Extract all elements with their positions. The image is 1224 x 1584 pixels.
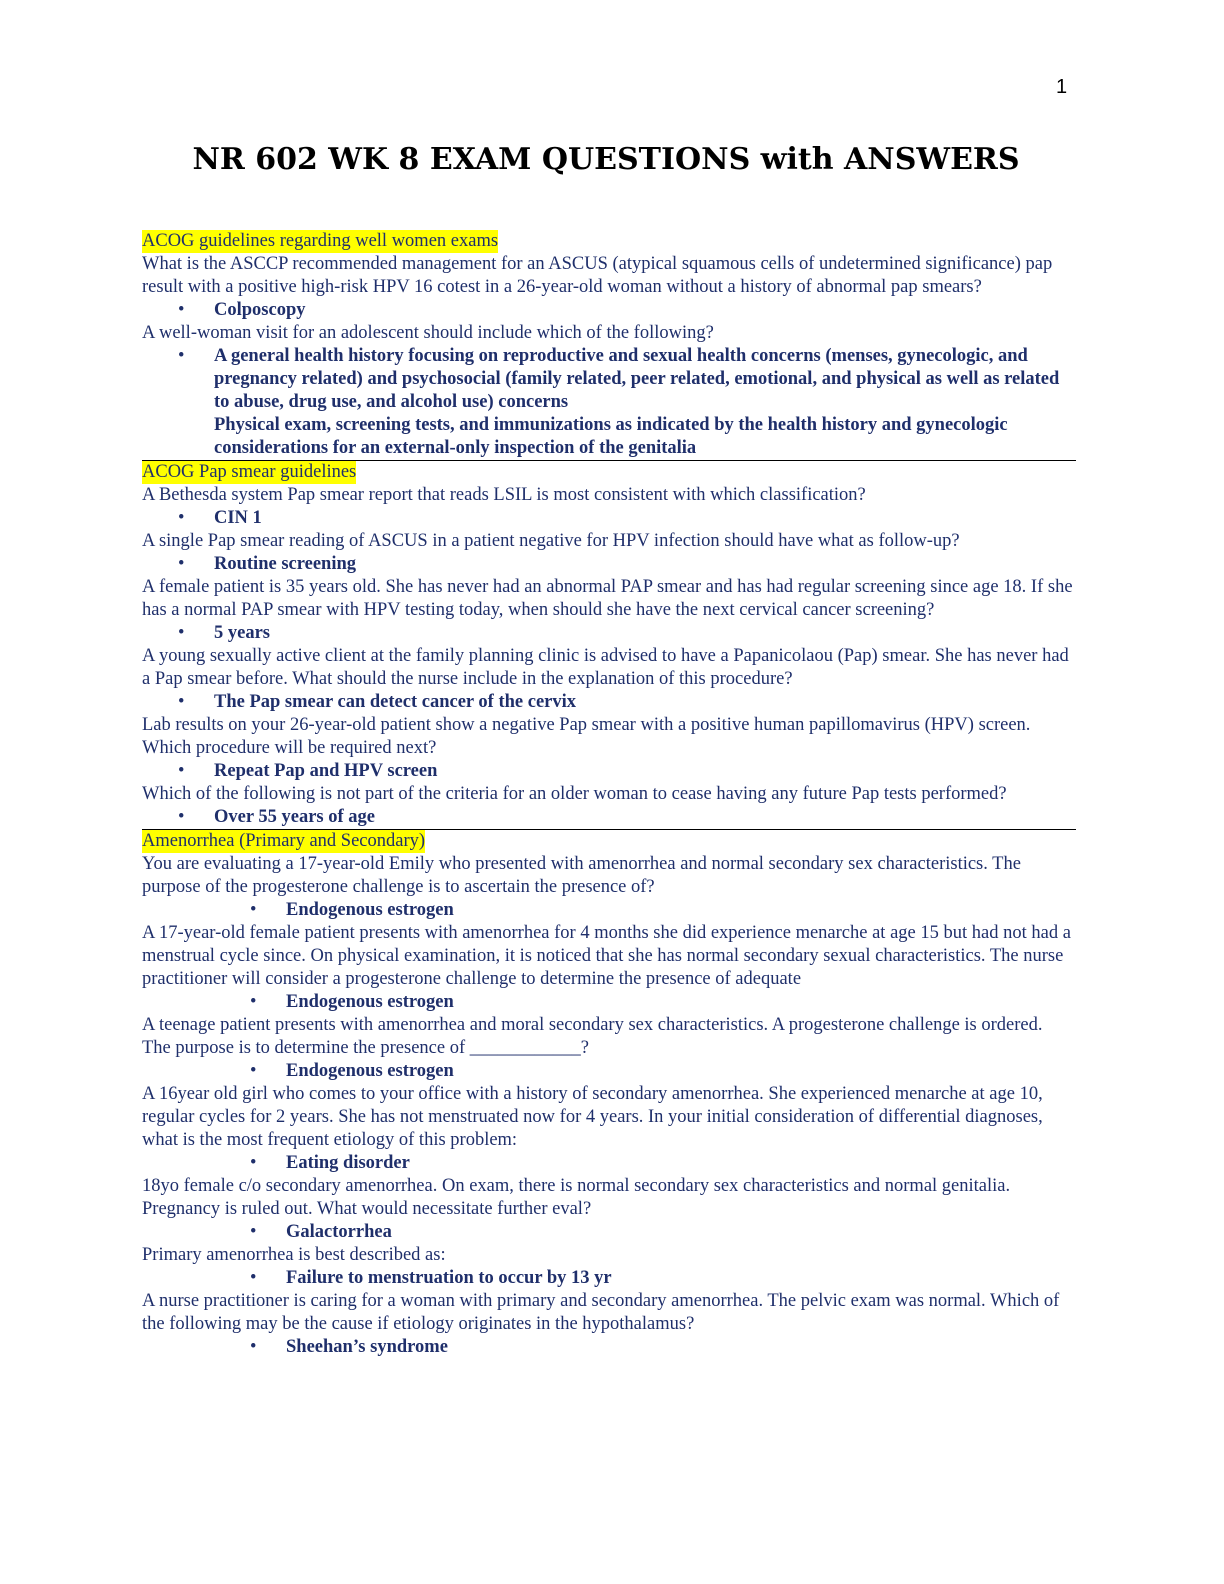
answer: • Over 55 years of age	[178, 807, 375, 827]
answer: • Routine screening	[178, 554, 357, 574]
question: A Bethesda system Pap smear report that reads LSIL is most consistent with which classification?	[142, 485, 866, 505]
answer: • Endogenous estrogen	[250, 900, 454, 920]
answer: • A general health history focusing on reproductive and sexual health concerns (menses, gynecologic, and pregnancy related) and psychosocial (family related, peer related, emotional, and physical as well as related to abuse, drug use, and alcohol use) concerns Physical exam, screening tests, and immunizations as indicated by the health history and gynecologic considerations for an external-only inspection of the genitalia	[142, 345, 1076, 460]
question: You are evaluating a 17-year-old Emily who presented with amenorrhea and normal secondary sex characteristics. The purpose of the progesterone challenge is to ascertain the presence of?	[142, 854, 1021, 897]
answer: • 5 years	[178, 623, 270, 643]
answer: • Repeat Pap and HPV screen	[178, 761, 438, 781]
bullet-icon: •	[250, 1268, 257, 1288]
bullet-icon: •	[250, 1337, 257, 1357]
answer-list	[142, 1152, 1074, 1175]
question: Which of the following is not part of the criteria for an older woman to cease having any future Pap tests performed?	[142, 784, 1007, 804]
answer-list	[142, 691, 1076, 714]
question: Lab results on your 26-year-old patient show a negative Pap smear with a positive human papillomavirus (HPV) screen. Which procedure will be required next?	[142, 715, 1031, 758]
bullet-icon: •	[250, 900, 257, 920]
question: Primary amenorrhea is best described as:	[142, 1245, 446, 1265]
bullet-icon: •	[178, 761, 185, 781]
question: A 17-year-old female patient presents with amenorrhea for 4 months she did experience menarche at age 15 but had not had a menstrual cycle since. On physical examination, it is noticed that she has normal secondary sexual characteristics. The nurse practitioner will consider a progesterone challenge to determine the presence of adequate	[142, 923, 1071, 989]
answer: • Eating disorder	[250, 1153, 410, 1173]
question: 18yo female c/o secondary amenorrhea. On exam, there is normal secondary sex characteristics and normal genitalia. Pregnancy is ruled out. What would necessitate further eval?	[142, 1176, 1011, 1219]
answer-list	[142, 1221, 1074, 1244]
answer-list	[142, 622, 1076, 645]
answer-list	[142, 899, 1074, 922]
answer-list	[142, 1267, 1074, 1290]
answer: • The Pap smear can detect cancer of the cervix	[178, 692, 577, 712]
bullet-icon: •	[250, 1061, 257, 1081]
question: A teenage patient presents with amenorrhea and moral secondary sex characteristics. A progesterone challenge is ordered. The purpose is to determine the presence of ____________?	[142, 1015, 1043, 1058]
section-heading: ACOG guidelines regarding well women exams	[142, 231, 499, 251]
answer: • CIN 1	[178, 508, 262, 528]
answer: • Sheehan’s syndrome	[250, 1337, 448, 1357]
section-pap-smear-guidelines	[142, 461, 1076, 830]
bullet-icon: •	[178, 623, 185, 643]
question: A well-woman visit for an adolescent should include which of the following?	[142, 323, 714, 343]
answer: • Endogenous estrogen	[250, 992, 454, 1012]
answer-list	[142, 1336, 1074, 1359]
question: What is the ASCCP recommended management for an ASCUS (atypical squamous cells of undetermined significance) pap result with a positive high-risk HPV 16 cotest in a 26-year-old woman without a history of abnormal pap smears?	[142, 254, 1053, 297]
answer-list	[142, 299, 1076, 322]
answer: • Colposcopy	[178, 300, 306, 320]
document-body	[142, 230, 1074, 1359]
bullet-icon: •	[178, 346, 185, 366]
answer-continued: Physical exam, screening tests, and immunizations as indicated by the health history and gynecologic considerations for an external-only inspection of the genitalia	[214, 415, 1008, 458]
section-heading: Amenorrhea (Primary and Secondary)	[142, 831, 426, 851]
answer-list	[142, 1060, 1074, 1083]
question: A single Pap smear reading of ASCUS in a patient negative for HPV infection should have what as follow-up?	[142, 531, 960, 551]
question: A nurse practitioner is caring for a woman with primary and secondary amenorrhea. The pelvic exam was normal. Which of the following may be the cause if etiology originates in the hypothalamus?	[142, 1291, 1060, 1334]
question: A female patient is 35 years old. She has never had an abnormal PAP smear and has had regular screening since age 18. If she has a normal PAP smear with HPV testing today, when should she have the next cervical cancer screening?	[142, 577, 1073, 620]
page-title: NR 602 WK 8 EXAM QUESTIONS with ANSWERS	[192, 142, 1020, 177]
answer-list	[142, 507, 1076, 530]
section-well-women-exams	[142, 230, 1076, 461]
answer-list	[142, 345, 1076, 460]
bullet-icon: •	[178, 692, 185, 712]
bullet-icon: •	[250, 1153, 257, 1173]
bullet-icon: •	[250, 1222, 257, 1242]
answer: • Failure to menstruation to occur by 13 yr	[250, 1268, 612, 1288]
answer-list	[142, 760, 1076, 783]
bullet-icon: •	[250, 992, 257, 1012]
bullet-icon: •	[178, 554, 185, 574]
bullet-icon: •	[178, 807, 185, 827]
bullet-icon: •	[178, 508, 185, 528]
answer: • Endogenous estrogen	[250, 1061, 454, 1081]
question: A young sexually active client at the family planning clinic is advised to have a Papanicolaou (Pap) smear. She has never had a Pap smear before. What should the nurse include in the explanation of this procedure?	[142, 646, 1069, 689]
question: A 16year old girl who comes to your office with a history of secondary amenorrhea. She experienced menarche at age 10, regular cycles for 2 years. She has not menstruated now for 4 years. In your initial consideration of differential diagnoses, what is the most frequent etiology of this problem:	[142, 1084, 1043, 1150]
answer-list	[142, 806, 1076, 829]
answer-list	[142, 991, 1074, 1014]
answer: • Galactorrhea	[250, 1222, 392, 1242]
answer-list	[142, 553, 1076, 576]
page-number: 1	[1056, 76, 1068, 98]
section-heading: ACOG Pap smear guidelines	[142, 462, 357, 482]
section-amenorrhea	[142, 830, 1074, 1359]
bullet-icon: •	[178, 300, 185, 320]
